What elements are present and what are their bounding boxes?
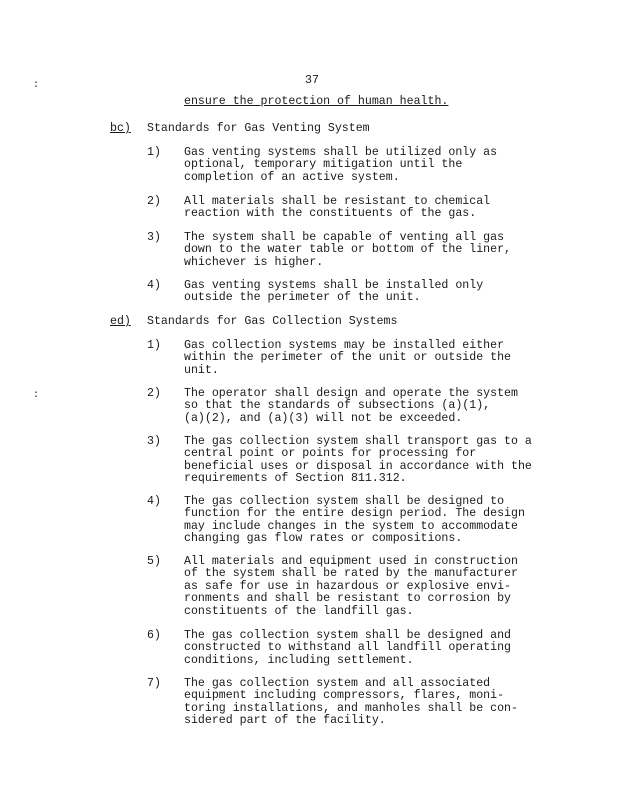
continuation-line: ensure the protection of human health. bbox=[184, 95, 449, 108]
item-number: 7) bbox=[147, 677, 161, 690]
item-number: 3) bbox=[147, 435, 161, 448]
item-text: Gas collection systems may be installed either within the perimeter of the unit or outside the unit. bbox=[184, 339, 511, 377]
section-label-text: bc) bbox=[110, 122, 131, 135]
item-number: 3) bbox=[147, 231, 161, 244]
item-text: Gas venting systems shall be utilized only as optional, temporary mitigation until the completion of an active system. bbox=[184, 146, 498, 184]
item-number: 1) bbox=[147, 146, 161, 159]
item-text: All materials shall be resistant to chemical reaction with the constituents of the gas. bbox=[184, 195, 491, 221]
item-text: The gas collection system shall be designed and constructed to withstand all landfill operating conditions, including settlement. bbox=[184, 629, 511, 667]
item-text: Gas venting systems shall be installed only outside the perimeter of the unit. bbox=[184, 279, 484, 305]
item-number: 1) bbox=[147, 339, 161, 352]
item-number: 4) bbox=[147, 495, 161, 508]
margin-mark: : bbox=[33, 390, 40, 401]
section-label-text: ed) bbox=[110, 315, 131, 328]
item-text: The operator shall design and operate the system so that the standards of subsections (a)(1), (a)(2), and (a)(3) will not be exceeded. bbox=[184, 387, 518, 425]
item-text: All materials and equipment used in construction of the system shall be rated by the manufacturer as safe for use in hazardous or explosive envi- ronments and shall be resistant to corrosion by constituents of the landfill gas. bbox=[184, 555, 518, 618]
item-text: The system shall be capable of venting all gas down to the water table or bottom of the liner, whichever is higher. bbox=[184, 231, 511, 269]
item-number: 2) bbox=[147, 195, 161, 208]
item-text: The gas collection system shall transport gas to a central point or points for processing for beneficial uses or disposal in accordance with the requirements of Section 811.312. bbox=[184, 435, 532, 486]
section-title: Standards for Gas Venting System bbox=[147, 122, 370, 135]
section-label bbox=[110, 123, 131, 135]
margin-mark: : bbox=[33, 80, 40, 91]
item-number: 5) bbox=[147, 555, 161, 568]
page-number: 37 bbox=[305, 74, 319, 87]
item-text: The gas collection system and all associated equipment including compressors, flares, moni- toring installations, and manholes shall be con- sidered part of the facility. bbox=[184, 677, 518, 728]
item-text: The gas collection system shall be designed to function for the entire design period. The design may include changes in the system to accommodate changing gas flow rates or compositions. bbox=[184, 495, 525, 546]
item-number: 2) bbox=[147, 387, 161, 400]
item-number: 6) bbox=[147, 629, 161, 642]
section-label bbox=[110, 316, 131, 328]
item-number: 4) bbox=[147, 279, 161, 292]
section-title: Standards for Gas Collection Systems bbox=[147, 315, 398, 328]
